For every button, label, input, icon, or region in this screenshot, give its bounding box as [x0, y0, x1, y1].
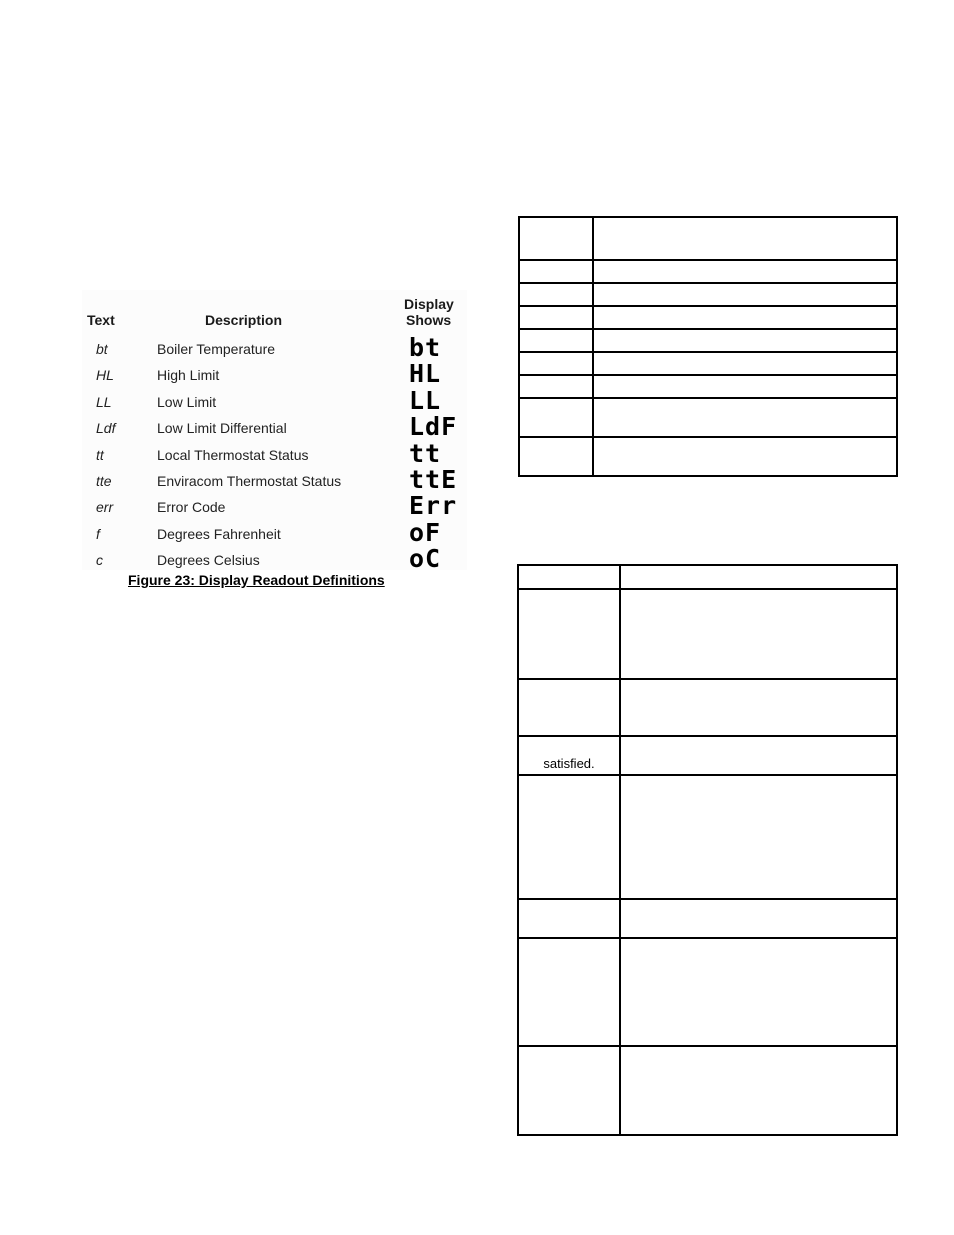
table-row — [519, 375, 897, 398]
table-cell — [620, 736, 897, 775]
bottom-table — [517, 564, 898, 1136]
table-row — [518, 736, 897, 775]
table-cell — [519, 306, 593, 329]
top-table — [518, 216, 898, 477]
table-cell — [519, 283, 593, 306]
table-cell — [519, 260, 593, 283]
table-row — [519, 437, 897, 476]
readout-description: High Limit — [157, 367, 220, 383]
table-cell — [593, 437, 897, 476]
readout-code: LL — [96, 394, 112, 410]
segment-display: oF — [409, 518, 442, 547]
table-row — [519, 306, 897, 329]
readout-code: tt — [96, 447, 104, 463]
table-row — [519, 398, 897, 437]
table-cell — [620, 938, 897, 1046]
readout-code: c — [96, 552, 103, 568]
table-cell — [518, 1046, 620, 1135]
table-cell — [518, 899, 620, 938]
table-row — [519, 217, 897, 260]
table-cell — [620, 679, 897, 736]
readout-description: Local Thermostat Status — [157, 447, 309, 463]
table-row — [518, 589, 897, 679]
table-cell — [519, 375, 593, 398]
segment-display: bt — [409, 333, 442, 362]
table-row — [518, 1046, 897, 1135]
table-row — [518, 938, 897, 1046]
readout-description: Low Limit — [157, 394, 217, 410]
table-row — [518, 565, 897, 589]
segment-display: LdF — [409, 412, 458, 441]
table-cell-satisfied: satisfied. — [518, 736, 620, 775]
table-row — [519, 352, 897, 375]
figure-header-display-line1: Display — [404, 296, 454, 312]
segment-display: oC — [409, 544, 442, 573]
table-cell — [519, 437, 593, 476]
figure-header-display-line2: Shows — [406, 312, 452, 328]
table-cell — [593, 352, 897, 375]
table-cell — [620, 775, 897, 899]
readout-description: Boiler Temperature — [157, 341, 276, 357]
segment-display: HL — [409, 359, 442, 388]
figure-header-description: Description — [205, 312, 283, 328]
table-cell — [593, 375, 897, 398]
table-cell — [518, 589, 620, 679]
readout-code: err — [96, 499, 114, 515]
readout-code: tte — [96, 473, 112, 489]
segment-display: LL — [409, 386, 442, 415]
readout-code: f — [96, 526, 100, 542]
table-cell — [518, 679, 620, 736]
table-cell — [620, 589, 897, 679]
readout-description: Degrees Celsius — [157, 552, 260, 568]
readout-description: Degrees Fahrenheit — [157, 526, 281, 542]
readout-description: Low Limit Differential — [157, 420, 287, 436]
readout-code: Ldf — [96, 420, 116, 436]
segment-display: Err — [409, 491, 458, 520]
table-cell — [593, 283, 897, 306]
table-row — [519, 283, 897, 306]
table-cell — [593, 329, 897, 352]
readout-code: bt — [96, 341, 108, 357]
table-cell — [519, 217, 593, 260]
readout-description: Enviracom Thermostat Status — [157, 473, 342, 489]
table-cell — [593, 260, 897, 283]
figure-caption: Figure 23: Display Readout Definitions — [128, 572, 385, 588]
table-row — [518, 775, 897, 899]
table-cell — [620, 899, 897, 938]
readout-code: HL — [96, 367, 114, 383]
segment-display: ttE — [409, 465, 458, 494]
table-row — [519, 329, 897, 352]
table-cell — [518, 775, 620, 899]
table-cell — [519, 398, 593, 437]
segment-display: tt — [409, 439, 442, 468]
table-cell — [620, 565, 897, 589]
table-row — [518, 899, 897, 938]
table-cell — [620, 1046, 897, 1135]
table-cell — [518, 938, 620, 1046]
figure-header-text: Text — [87, 312, 115, 328]
table-cell — [518, 565, 620, 589]
table-row — [518, 679, 897, 736]
table-cell — [593, 306, 897, 329]
table-row — [519, 260, 897, 283]
display-readout-figure — [82, 290, 467, 573]
readout-description: Error Code — [157, 499, 226, 515]
table-cell — [519, 352, 593, 375]
table-cell — [519, 329, 593, 352]
table-cell — [593, 217, 897, 260]
table-cell — [593, 398, 897, 437]
